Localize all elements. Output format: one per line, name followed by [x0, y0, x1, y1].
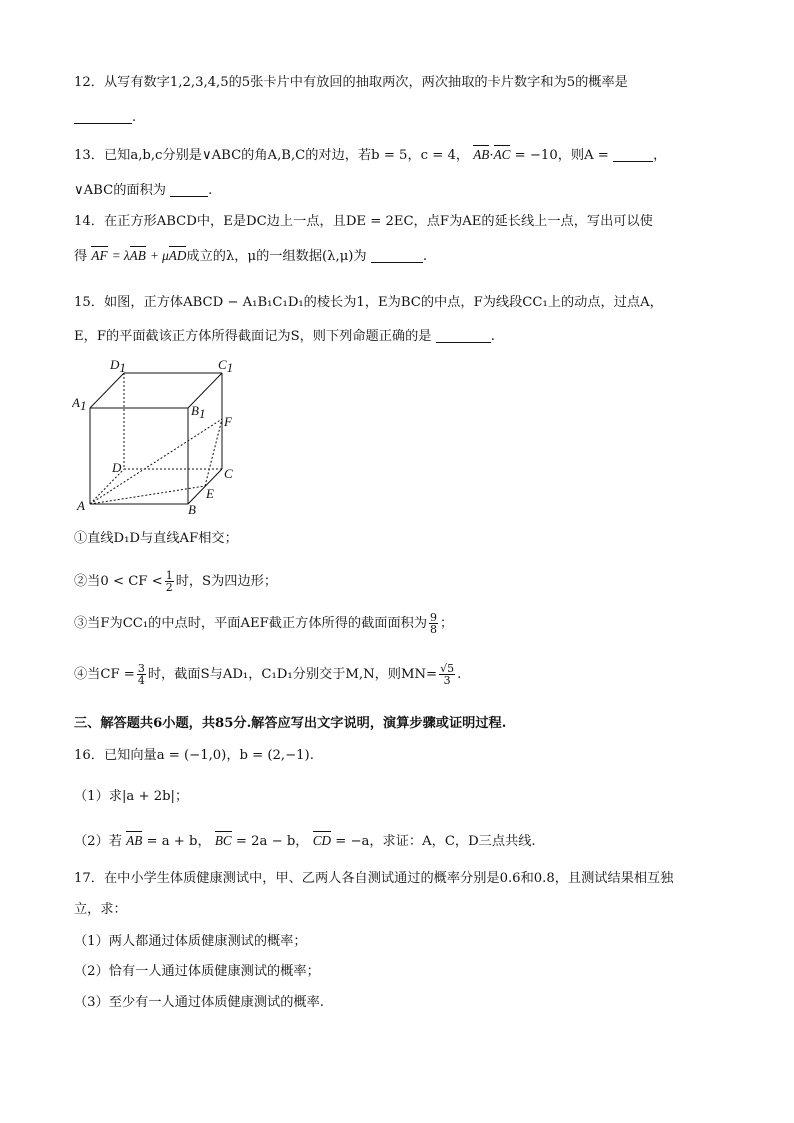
answer-blank[interactable] [371, 248, 423, 263]
q14-line2 [74, 246, 427, 267]
line-ef-hidden [205, 419, 222, 486]
q14-plus: + μ [149, 248, 169, 263]
label-b: B [188, 502, 196, 517]
q13-text-b: = −10，则A = [514, 148, 609, 163]
q15-text: E，F的平面截该正方体所得截面记为S，则下列命题正确的是 [74, 329, 432, 344]
q14-text-a: 得 [74, 249, 88, 264]
q13-text-a: 13．已知a,b,c分别是∨ABC的角A,B,C的对边，若b = 5，c = 4， [74, 148, 470, 163]
fraction-one-half: $\frac{1}{2}$ [165, 569, 173, 594]
label-d1: D1 [110, 357, 126, 375]
q16-p2-text-a: （2）若 [74, 834, 122, 849]
label-e: E [206, 486, 214, 501]
section-heading: 三、解答题共6小题，共85分.解答应写出文字说明，演算步骤或证明过程. [74, 716, 507, 731]
q17-line1: 17．在中小学生体质健康测试中，甲、乙两人各自测试通过的概率分别是0.6和0.8，且测试结果相互独 [74, 871, 674, 886]
q17-part3: （3）至少有一人通过体质健康测试的概率. [74, 995, 324, 1010]
q13-line1: 13．已知a,b,c分别是∨ABC的角A,B,C的对边，若b = 5，c = 4， AB·AC = −10，则A = ， [74, 147, 667, 163]
answer-blank[interactable] [74, 109, 132, 124]
q16-line1: 16．已知向量a = (−1,0)，b = (2,−1). [74, 748, 314, 763]
vector-bc: BC [215, 831, 232, 851]
q15-line1: 15．如图，正方体ABCD − A₁B₁C₁D₁的棱长为1，E为BC的中点，F为线段CC₁上的动点，过点A， [74, 295, 663, 310]
q15-option-4 [74, 663, 461, 686]
q14-line1: 14．在正方形ABCD中，E是DC边上一点，且DE = 2EC，点F为AE的延长线上一点，写出可以使 [74, 214, 653, 229]
answer-blank[interactable] [170, 182, 208, 197]
q13-period: . [208, 183, 213, 198]
fraction-nine-eighths: $\frac{9}{8}$ [430, 611, 438, 636]
cube-figure [72, 352, 252, 517]
q14-eq: = λ [111, 248, 130, 263]
q12-answer-line [74, 108, 136, 128]
opt4-text-b: 时，截面S与AD₁，C₁D₁分别交于M,N，则MN= [147, 667, 438, 682]
q12-period: . [132, 110, 137, 125]
vector-ad: AD [169, 246, 187, 266]
vector-cd: CD [313, 831, 331, 851]
vector-ab: AB [126, 831, 142, 851]
q13-text-c: ， [653, 148, 667, 163]
edge-a1d1 [90, 373, 124, 408]
opt2-text-a: ②当0 < CF < [74, 574, 163, 589]
q16-p2-text-b: = a + b， [146, 834, 211, 849]
q12-line1: 12．从写有数字1,2,3,4,5的5张卡片中有放回的抽取两次，两次抽取的卡片数字和为5的概率是 [74, 75, 628, 90]
q15-period: . [490, 329, 495, 344]
q17-line2: 立，求： [74, 902, 127, 917]
fraction-root5-thirds: $\frac{√5}{3}$ [440, 662, 455, 687]
label-b1: B1 [191, 403, 206, 421]
q17-part1: （1）两人都通过体质健康测试的概率； [74, 934, 307, 949]
label-a1: A1 [72, 395, 87, 413]
q17-part2: （2）恰有一人通过体质健康测试的概率； [74, 964, 320, 979]
q16-part2 [74, 831, 536, 852]
q14-period: . [422, 249, 428, 264]
label-a: A [77, 498, 85, 513]
opt3-text-b: ； [440, 616, 454, 631]
line-af-hidden [90, 419, 222, 504]
q16-part1: （1）求|a + 2b|； [74, 789, 189, 804]
q15-line2 [74, 327, 495, 347]
opt4-text-c: . [457, 667, 462, 682]
q13-line2 [74, 181, 212, 201]
opt4-text-a: ④当CF = [74, 667, 135, 682]
answer-blank[interactable] [436, 328, 491, 343]
q15-option-1: ①直线D₁D与直线AF相交； [74, 531, 238, 546]
opt2-text-b: 时，S为四边形； [175, 574, 278, 589]
label-c: C [224, 466, 233, 481]
fraction-three-quarters: $\frac{3}{4}$ [137, 662, 145, 687]
q13-area-text: ∨ABC的面积为 [74, 183, 166, 198]
q14-text-b: 成立的λ，μ的一组数据(λ,μ)为 [186, 249, 367, 264]
label-f: F [224, 414, 232, 429]
label-d: D [112, 460, 122, 475]
q16-p2-text-d: = −a，求证：A，C，D三点共线. [335, 834, 536, 849]
vector-ab: AB [473, 145, 489, 165]
vector-ac: AC [494, 145, 511, 165]
opt3-text-a: ③当F为CC₁的中点时，平面AEF截正方体所得的截面面积为 [74, 616, 428, 631]
q16-p2-text-c: = 2a − b， [235, 834, 309, 849]
vector-ab: AB [130, 246, 146, 266]
label-c1: C1 [218, 357, 234, 375]
vector-af: AF [91, 246, 107, 266]
answer-blank[interactable] [613, 147, 653, 162]
q15-option-2 [74, 570, 277, 593]
q15-option-3 [74, 612, 453, 635]
